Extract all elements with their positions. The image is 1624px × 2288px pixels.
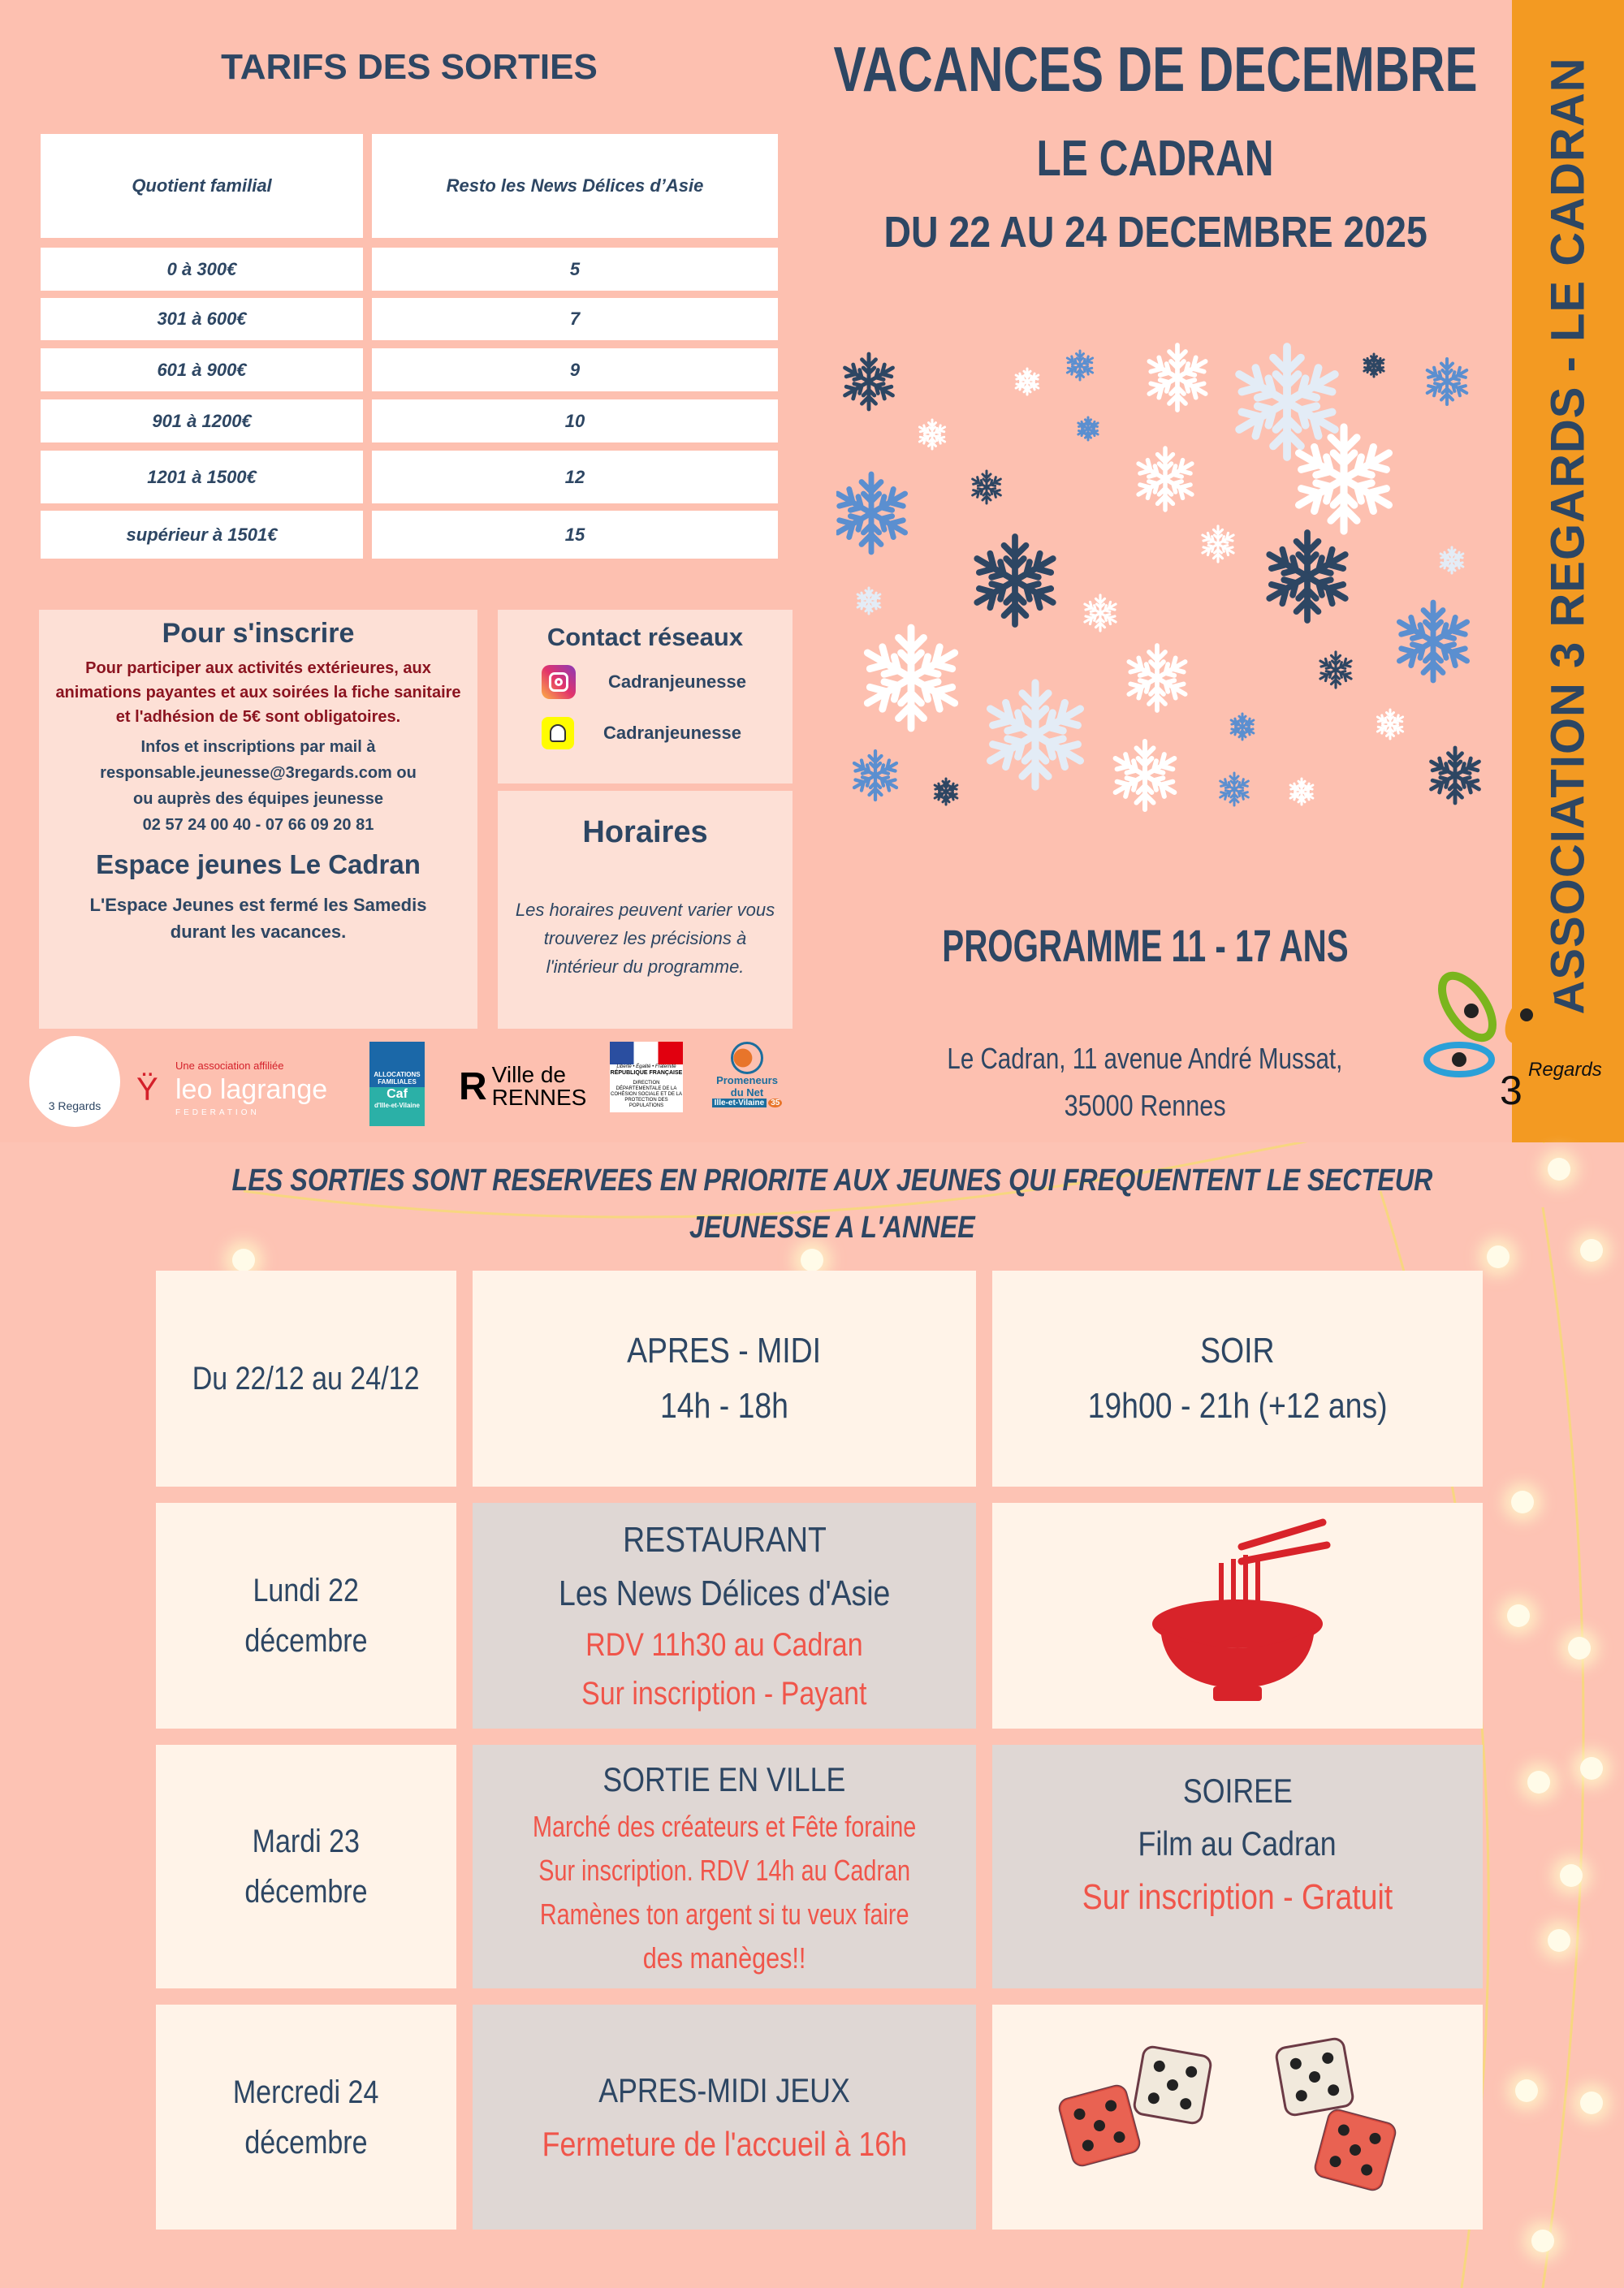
tarifs-cell: 9 — [372, 348, 778, 391]
month-label: décembre — [244, 1874, 368, 1910]
caf-sub: d'Ille-et-Vilaine — [374, 1102, 420, 1109]
leo-sub: FEDERATION — [175, 1108, 260, 1117]
tarifs-title: TARIFS DES SORTIES — [221, 47, 598, 87]
light-bulb — [1507, 1604, 1530, 1627]
day-wednesday — [156, 2005, 456, 2230]
3regards-logo — [1423, 970, 1605, 1116]
light-bulb — [1568, 1637, 1591, 1660]
day-label: Mercredi 24 — [233, 2074, 379, 2110]
notice-line-2: JEUNESSE A L'ANNEE — [689, 1211, 975, 1245]
snowflake-icon — [1263, 533, 1350, 620]
inscription-info-2: ou auprès des équipes jeunesse — [133, 790, 383, 808]
snowflake-icon — [1427, 748, 1482, 803]
rennes-2: RENNES — [491, 1085, 587, 1110]
die — [1133, 2045, 1212, 2124]
instagram-icon — [542, 665, 576, 699]
afternoon-time: 14h - 18h — [659, 1386, 789, 1426]
horaires-text: Les horaires peuvent varier vous trouverez les précisions à l'intérieur du programme. — [515, 900, 775, 978]
rennes-1: Ville de — [491, 1062, 566, 1087]
snowflake-icon — [1082, 595, 1118, 631]
caf-name: Caf — [387, 1087, 408, 1101]
snowflake-icon — [856, 588, 882, 614]
dice-cell — [992, 2005, 1483, 2230]
snowflake-icon — [1229, 714, 1255, 740]
snowflake-icon — [1439, 547, 1465, 573]
notice-line-1: LES SORTIES SONT RESERVEES EN PRIORITE AUX JEUNES QUI FREQUENTENT LE SECTEUR — [231, 1163, 1433, 1198]
inscription-box — [39, 610, 477, 1029]
day-label: Mardi 23 — [252, 1824, 361, 1859]
evening-title: SOIREE — [1182, 1772, 1293, 1810]
rf-2: RÉPUBLIQUE FRANÇAISE — [610, 1070, 683, 1077]
afternoon-title: APRES - MIDI — [627, 1330, 822, 1371]
light-bulb — [1515, 2079, 1538, 2102]
rf-1: Liberté • Égalité • Fraternité — [616, 1064, 676, 1069]
snowflake-icon — [1077, 417, 1099, 440]
light-bulb — [232, 1249, 255, 1271]
caf-top: ALLOCATIONS FAMILIALES — [374, 1071, 421, 1086]
logo-caf — [369, 1042, 425, 1126]
priority-notice — [130, 1157, 1535, 1251]
tarifs-cell: 0 à 300€ — [41, 248, 363, 291]
dice-icon — [1010, 2020, 1465, 2215]
snowflakes-illustration — [836, 333, 1494, 820]
period-label: Du 22/12 au 24/12 — [192, 1361, 420, 1397]
activity-line-4: des manèges!! — [642, 1940, 806, 1975]
leo-top: Une association affiliée — [175, 1060, 284, 1072]
inscription-phones: 02 57 24 00 40 - 07 66 09 20 81 — [142, 816, 374, 834]
activity-inscription: Sur inscription - Payant — [581, 1676, 867, 1712]
snowflake-icon — [851, 751, 899, 800]
tarifs-header: Quotient familial — [41, 134, 363, 238]
light-bulb — [1548, 1929, 1570, 1952]
light-bulb — [1527, 1771, 1550, 1794]
contact-box — [498, 610, 793, 784]
activity-title: RESTAURANT — [622, 1520, 827, 1560]
light-bulb — [801, 1249, 823, 1271]
page-dates: DU 22 AU 24 DECEMBRE 2025 — [883, 208, 1427, 257]
snowflake-icon — [1111, 741, 1178, 809]
horaires-title: Horaires — [582, 815, 708, 849]
logo-republique — [610, 1042, 683, 1112]
light-bulb — [1548, 1158, 1570, 1181]
day-monday — [156, 1503, 456, 1729]
light-bulb — [1560, 1864, 1583, 1887]
logo-leo-lagrange: Une association affiliée Ÿ leo lagrange FEDERATION — [136, 1060, 364, 1117]
snowflake-icon — [1394, 602, 1471, 680]
evening-subtitle: Film au Cadran — [1138, 1824, 1337, 1863]
month-label: décembre — [244, 2124, 368, 2161]
snowflake-icon — [862, 628, 961, 728]
snowflake-icon — [1134, 448, 1195, 510]
horaires-box — [498, 791, 793, 1029]
espace-title: Espace jeunes Le Cadran — [96, 849, 421, 879]
snowflake-icon — [836, 474, 910, 552]
page-subtitle-wrap — [804, 130, 1507, 188]
activity-rdv: RDV 11h30 au Cadran — [585, 1627, 863, 1663]
logo-rennes: R Ville de RENNES — [459, 1062, 587, 1110]
svg-text:3: 3 — [1500, 1068, 1522, 1113]
tarifs-cell: 901 à 1200€ — [41, 399, 363, 442]
day-label: Lundi 22 — [253, 1573, 360, 1608]
page-subtitle: LE CADRAN — [1036, 131, 1275, 187]
snowflake-icon — [1233, 347, 1342, 457]
activity-line-1: Marché des créateurs et Fête foraine — [532, 1809, 917, 1843]
activity-title: SORTIE EN VILLE — [603, 1759, 846, 1798]
snowflake-icon — [1014, 369, 1040, 395]
snowflake-icon — [1145, 345, 1209, 410]
side-banner-text: ASSOCIATION 3 REGARDS - LE CADRAN — [1541, 57, 1595, 1015]
programme-title: PROGRAMME 11 - 17 ANS — [941, 920, 1349, 971]
tarifs-cell: 601 à 900€ — [41, 348, 363, 391]
snowflake-icon — [1424, 359, 1469, 404]
svg-text:Regards: Regards — [1528, 1059, 1602, 1081]
snowflake-icon — [984, 683, 1087, 787]
logo-promeneurs — [706, 1042, 788, 1107]
pdn-2: du Net — [730, 1086, 764, 1099]
snapchat-icon — [542, 717, 574, 749]
tarifs-cell: 15 — [372, 511, 778, 559]
light-bulb — [1511, 1491, 1534, 1513]
page-title: VACANCES DE DECEMBRE — [833, 33, 1478, 105]
snowflake-icon — [1065, 351, 1095, 380]
logo-3regards — [29, 1036, 120, 1127]
activity-line-3: Ramènes ton argent si tu veux faire — [539, 1897, 909, 1931]
planning-header-evening — [992, 1271, 1483, 1487]
rf-3: DIRECTION DÉPARTEMENTALE DE LA COHÉSION SOCIALE ET DE LA PROTECTION DES POPULATIONS — [611, 1080, 682, 1109]
tarifs-cell: 10 — [372, 399, 778, 442]
planning-period — [156, 1271, 456, 1487]
day-tuesday — [156, 1745, 456, 1988]
logo-3regards-text: 3 Regards — [48, 1099, 102, 1112]
address-line-1: Le Cadran, 11 avenue André Mussat, — [947, 1042, 1343, 1075]
tarifs-header: Resto les News Délices d’Asie — [372, 134, 778, 238]
snowflake-icon — [1376, 710, 1405, 739]
contact-title: Contact réseaux — [546, 623, 744, 651]
activity-soiree — [992, 1745, 1483, 1988]
light-bulb — [1580, 1757, 1603, 1780]
snowflake-icon — [971, 537, 1058, 624]
evening-inscription: Sur inscription - Gratuit — [1082, 1877, 1393, 1918]
noodle-bowl-cell — [992, 1503, 1483, 1729]
inscription-warning: Pour participer aux activités extérieures, aux animations payantes et aux soirées la fiche sanitaire et l'adhésion de 5€ sont obligatoires. — [55, 659, 461, 726]
die — [1275, 2037, 1354, 2116]
activity-subtitle: Les News Délices d'Asie — [558, 1574, 891, 1613]
snowflake-icon — [1318, 652, 1354, 688]
tarifs-cell: 12 — [372, 451, 778, 503]
activity-title: APRES-MIDI JEUX — [598, 2071, 850, 2110]
light-bulb — [1580, 1239, 1603, 1262]
programme-address — [877, 1035, 1413, 1129]
snowflake-icon — [918, 420, 947, 449]
tarifs-cell: supérieur à 1501€ — [41, 511, 363, 559]
snowflake-icon — [1125, 645, 1189, 710]
snowflake-icon — [841, 354, 896, 409]
tarifs-cell: 301 à 600€ — [41, 298, 363, 340]
activity-line-1: Fermeture de l'accueil à 16h — [542, 2124, 907, 2163]
pdn-4: 35 — [768, 1099, 782, 1107]
snowflake-icon — [1218, 773, 1250, 805]
tarifs-cell: 7 — [372, 298, 778, 340]
snowflake-icon — [970, 471, 1003, 503]
activity-jeux — [473, 2005, 976, 2230]
pdn-1: Promeneurs — [716, 1074, 778, 1086]
page-title-wrap — [804, 32, 1507, 106]
programme-title-wrap — [877, 919, 1413, 972]
light-bulb — [1531, 2230, 1554, 2252]
tarifs-cell: 5 — [372, 248, 778, 291]
die — [1314, 2108, 1397, 2191]
activity-restaurant — [473, 1503, 976, 1729]
instagram-handle[interactable]: Cadranjeunesse — [608, 671, 746, 692]
snowflake-icon — [1293, 427, 1396, 531]
evening-title: SOIR — [1200, 1330, 1275, 1371]
snapchat-handle[interactable]: Cadranjeunesse — [603, 723, 741, 743]
planning-header-afternoon — [473, 1271, 976, 1487]
activity-sortie-ville — [473, 1745, 976, 1988]
address-line-2: 35000 Rennes — [1064, 1089, 1226, 1122]
inscription-title: Pour s'inscrire — [162, 618, 355, 649]
snowflake-icon — [1363, 354, 1385, 377]
light-bulb — [1580, 2092, 1603, 2114]
espace-text: L'Espace Jeunes est fermé les Samedis durant les vacances. — [89, 895, 427, 942]
inscription-info: Infos et inscriptions par mail à — [140, 738, 376, 756]
die — [1058, 2083, 1142, 2167]
snowflake-icon — [1289, 779, 1315, 805]
snowflake-icon — [933, 779, 959, 805]
noodle-bowl-icon — [1144, 1514, 1331, 1717]
page-dates-wrap — [804, 207, 1507, 257]
activity-line-2: Sur inscription. RDV 14h au Cadran — [538, 1853, 910, 1887]
leo-name: leo lagrange — [175, 1074, 328, 1105]
inscription-email[interactable]: responsable.jeunesse@3regards.com ou — [100, 764, 417, 782]
evening-time: 19h00 - 21h (+12 ans) — [1087, 1386, 1388, 1426]
tarifs-cell: 1201 à 1500€ — [41, 451, 363, 503]
snowflake-icon — [1200, 526, 1236, 562]
month-label: décembre — [244, 1623, 368, 1659]
pdn-3: Ille-et-Vilaine — [712, 1099, 767, 1107]
